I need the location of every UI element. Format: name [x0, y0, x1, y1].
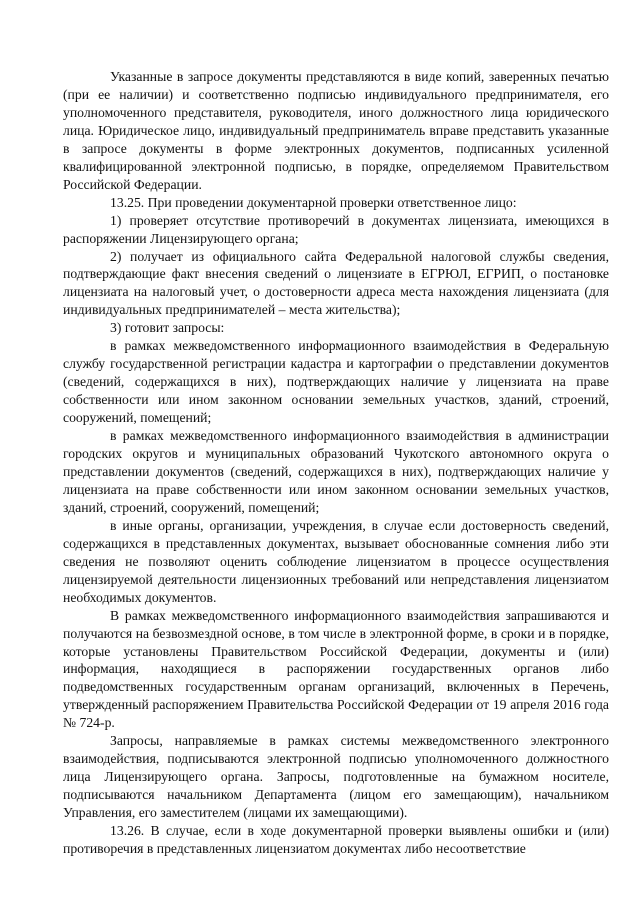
paragraph-documents-copies: Указанные в запросе документы представляются в виде копий, заверенных печатью (при ее наличии) и соответственно подписью индивидуального предпринимателя, его уполномоченного представителя, руководителя, иного должностного лица юридического лица. Юридическое лицо, индивидуальный предприниматель вправе представить указанные в запросе документы в форме электронных документов, подписанных усиленной квалифицированной электронной подписью, в порядке, определяемом Правительством Российской Федерации. [63, 69, 609, 192]
paragraph-request-other-bodies: в иные органы, организации, учреждения, в случае если достоверность сведений, содержащихся в представленных документах, вызывает обоснованные сомнения либо эти сведения не позволяют оценить соблюдение лицензиатом в процессе осуществления лицензируемой деятельности лицензионных требований или непредставления лицензиатом необходимых документов. [63, 517, 609, 605]
paragraph-interagency-info: В рамках межведомственного информационного взаимодействия запрашиваются и получаются на безвозмездной основе, в том числе в электронной форме, в сроки и в порядке, которые установлены Правительством Российской Федерации, документы и (или) информация, находящиеся в распоряжении государственных органов либо подведомственных государственным органам организаций, включенных в Перечень, утвержденный распоряжением Правительства Российской Федерации от 19 апреля 2016 года № 724-р. [63, 607, 609, 731]
paragraph-item-2: 2) получает из официального сайта Федеральной налоговой службы сведения, подтверждающие факт внесения сведений о лицензиате в ЕГРЮЛ, ЕГРИП, о постановке лицензиата на налоговый учет, о достоверности адреса места нахождения лицензиата (для индивидуальных предпринимателей – места жительства); [63, 248, 609, 318]
paragraph-13-25: 13.25. При проведении документарной проверки ответственное лицо: [110, 194, 517, 210]
paragraph-request-municipal: в рамках межведомственного информационного взаимодействия в администрации городских округов и муниципальных образований Чукотского автономного округа о представлении документов (сведений, содержащихся в них), подтверждающих наличие у лицензиата на праве собственности или ином законном основании земельных участков, зданий, строений, сооружений, помещений; [63, 428, 609, 515]
paragraph-item-3: 3) готовит запросы: [110, 320, 225, 336]
paragraph-13-26: 13.26. В случае, если в ходе документарной проверки выявлены ошибки и (или) противоречия в представленных лицензиатом документах либо несоответствие [63, 823, 609, 856]
paragraph-requests-signing: Запросы, направляемые в рамках системы межведомственного электронного взаимодействия, подписываются электронной подписью уполномоченного должностного лица Лицензирующего органа. Запросы, подготовленные на бумажном носителе, подписываются начальником Департамента (лицом его замещающим), начальником Управления, его заместителем (лицами их замещающими). [63, 733, 609, 821]
paragraph-request-rosreestr: в рамках межведомственного информационного взаимодействия в Федеральную службу государственной регистрации кадастра и картографии о представлении документов (сведений, содержащихся в них), подтверждающих наличие у лицензиата на праве собственности или ином законном основании земельных участков, зданий, строений, сооружений, помещений; [63, 338, 609, 426]
document-body [63, 68, 609, 858]
paragraph-item-1: 1) проверяет отсутствие противоречий в документах лицензиата, имеющихся в распоряжении Лицензирующего органа; [63, 212, 609, 246]
